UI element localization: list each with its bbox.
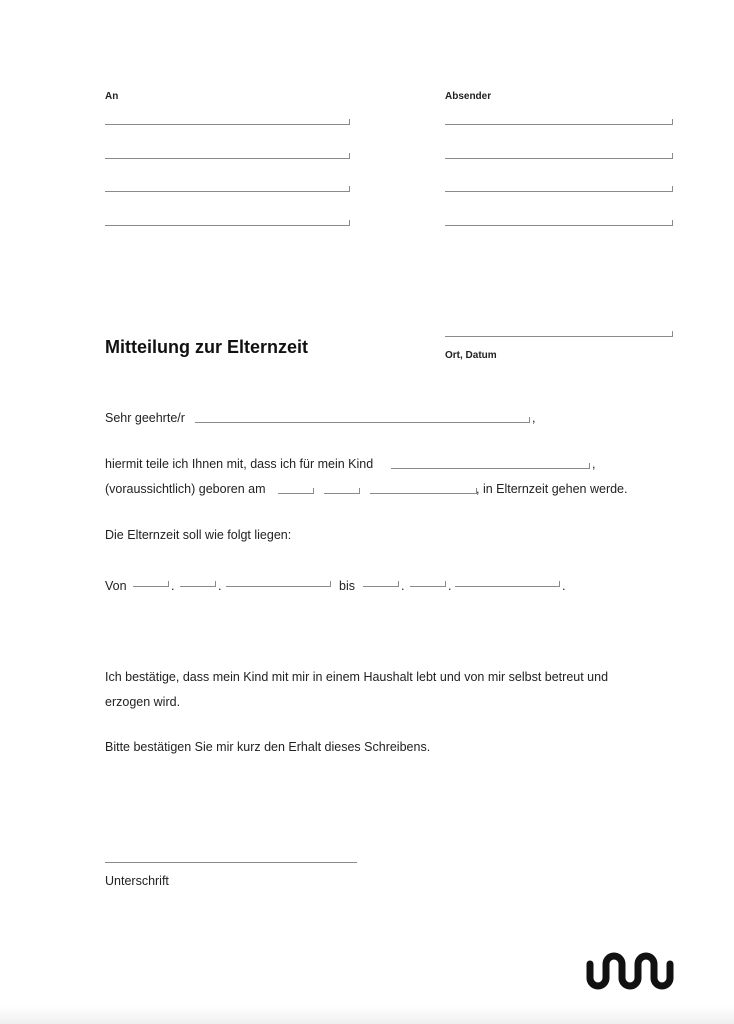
period-from-label: Von <box>105 579 127 593</box>
birth-year-field[interactable] <box>370 488 477 494</box>
period-end-period: . <box>562 579 566 593</box>
to-day-field[interactable] <box>363 581 399 587</box>
to-separator-1: . <box>401 579 405 593</box>
paragraph1-line1-text: hiermit teile ich Ihnen mit, dass ich für mein Kind <box>105 457 374 471</box>
recipient-line-3-field[interactable] <box>105 186 350 192</box>
place-date-label: Ort, Datum <box>445 350 497 361</box>
recipient-label: An <box>105 91 119 102</box>
to-separator-2: . <box>448 579 452 593</box>
paragraph1-line1-comma: , <box>592 457 596 471</box>
birth-day-field[interactable] <box>278 488 314 494</box>
sender-line-4-field[interactable] <box>445 220 673 226</box>
period-to-label: bis <box>339 579 355 593</box>
from-month-field[interactable] <box>180 581 216 587</box>
closing-text: Bitte bestätigen Sie mir kurz den Erhalt dieses Schreibens. <box>105 740 431 754</box>
to-year-field[interactable] <box>455 581 560 587</box>
place-date-field[interactable] <box>445 331 673 337</box>
recipient-line-1-field[interactable] <box>105 119 350 125</box>
to-month-field[interactable] <box>410 581 446 587</box>
from-day-field[interactable] <box>133 581 169 587</box>
salutation-text: Sehr geehrte/r <box>105 411 185 425</box>
paragraph1-line2-end: , in Elternzeit gehen werde. <box>476 482 628 496</box>
recipient-line-4-field[interactable] <box>105 220 350 226</box>
sender-line-2-field[interactable] <box>445 153 673 159</box>
salutation-name-field[interactable] <box>195 417 530 423</box>
sender-line-3-field[interactable] <box>445 186 673 192</box>
paragraph1-line2-text: (voraussichtlich) geboren am <box>105 482 266 496</box>
recipient-line-2-field[interactable] <box>105 153 350 159</box>
confirmation-line-2: erzogen wird. <box>105 695 181 709</box>
child-name-field[interactable] <box>391 463 590 469</box>
from-separator-1: . <box>171 579 175 593</box>
from-year-field[interactable] <box>226 581 331 587</box>
wave-logo-icon <box>584 948 676 994</box>
birth-month-field[interactable] <box>324 488 360 494</box>
period-intro-text: Die Elternzeit soll wie folgt liegen: <box>105 528 292 542</box>
page-bottom-shade <box>0 1006 734 1024</box>
from-separator-2: . <box>218 579 222 593</box>
confirmation-line-1: Ich bestätige, dass mein Kind mit mir in einem Haushalt lebt und von mir selbst betreut und <box>105 670 609 684</box>
salutation-comma: , <box>532 411 536 425</box>
document-title: Mitteilung zur Elternzeit <box>105 337 309 357</box>
signature-label: Unterschrift <box>105 874 169 888</box>
sender-line-1-field[interactable] <box>445 119 673 125</box>
signature-line[interactable] <box>105 862 357 863</box>
sender-label: Absender <box>445 91 492 102</box>
